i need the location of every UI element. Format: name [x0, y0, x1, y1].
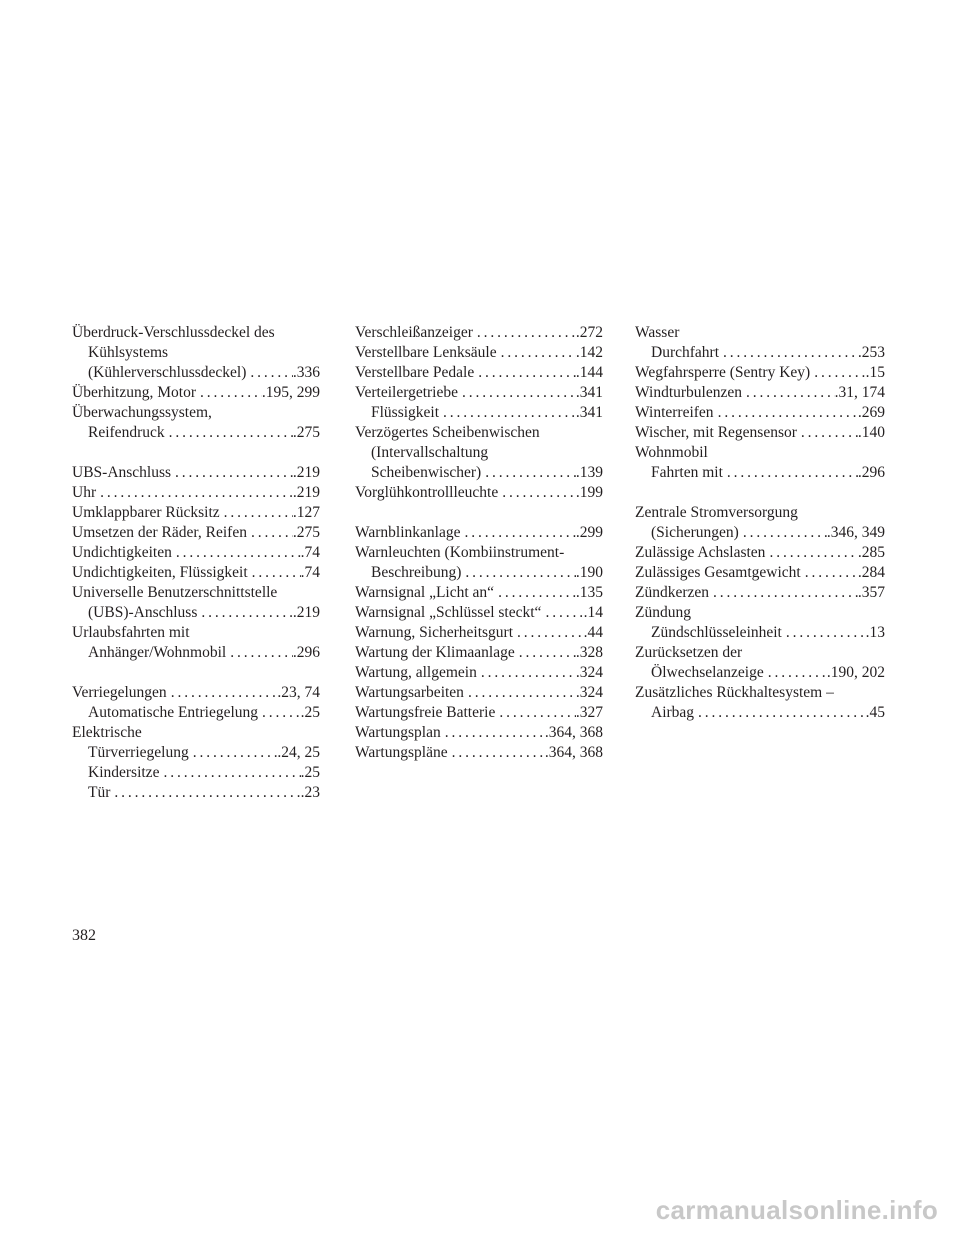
page-reference: .364, 368 — [544, 724, 603, 741]
page-reference: .190 — [575, 564, 603, 581]
page-reference: .25 — [300, 764, 320, 781]
dot-leader — [474, 363, 576, 383]
entry-term: Scheibenwischer) — [371, 464, 482, 481]
page-reference: .357 — [857, 584, 885, 601]
entry-text-line: Kühlsystems — [88, 344, 169, 361]
index-entry — [355, 643, 603, 663]
page-reference: .13 — [865, 624, 885, 641]
entry-term: Umsetzen der Räder, Reifen — [72, 524, 247, 541]
page-reference: .219 — [292, 604, 320, 621]
page-reference: .275 — [292, 424, 320, 441]
entry-term: Undichtigkeiten — [72, 544, 172, 561]
index-entry — [635, 563, 885, 583]
index-entry — [635, 683, 885, 723]
entry-term: Überhitzung, Motor — [72, 384, 196, 401]
entry-leader-line — [635, 703, 885, 723]
entry-term: Kindersitze — [88, 764, 160, 781]
index-entry — [72, 583, 320, 623]
dot-leader — [439, 403, 576, 423]
index-entry — [355, 543, 603, 583]
entry-term: (UBS)-Anschluss — [88, 604, 198, 621]
index-entry — [355, 383, 603, 403]
page-reference: .275 — [292, 524, 320, 541]
entry-leader-line — [72, 683, 320, 703]
dot-leader — [165, 423, 293, 443]
dot-leader — [797, 423, 858, 443]
dot-leader — [448, 743, 545, 763]
page-reference: .15 — [865, 364, 885, 381]
dot-leader — [495, 703, 576, 723]
entry-leader-line — [72, 383, 320, 403]
dot-leader — [765, 543, 857, 563]
page-reference: .74 — [300, 564, 320, 581]
page-reference: .144 — [575, 364, 603, 381]
index-entry — [635, 423, 885, 443]
entry-leader-line — [355, 343, 603, 363]
entry-term: Wartung der Klimaanlage — [355, 644, 515, 661]
dot-leader — [197, 603, 293, 623]
entry-text-line: Zentrale Stromversorgung — [635, 504, 798, 521]
index-subentry — [72, 723, 320, 763]
index-entry — [72, 683, 320, 703]
index-column-2 — [355, 323, 603, 763]
entry-leader-line — [355, 663, 603, 683]
letter-group-spacer — [72, 443, 320, 463]
index-entry — [72, 543, 320, 563]
page-reference: .23, 74 — [277, 684, 320, 701]
page-reference: .14 — [583, 604, 603, 621]
dot-leader — [196, 383, 262, 403]
index-subentry — [72, 703, 320, 723]
entry-leader-line — [72, 763, 320, 783]
entry-term: Verschleißanzeiger — [355, 324, 473, 341]
entry-term: Vorglühkontrollleuchte — [355, 484, 499, 501]
dot-leader — [159, 763, 300, 783]
entry-leader-line — [355, 483, 603, 503]
page-reference: .272 — [575, 324, 603, 341]
entry-leader-line — [635, 463, 885, 483]
index-entry — [72, 483, 320, 503]
entry-term: (Kühlerverschlussdeckel) — [88, 364, 247, 381]
entry-text-line: Zündung — [635, 604, 691, 621]
page-reference: .341 — [575, 384, 603, 401]
entry-leader-line — [355, 523, 603, 543]
entry-leader-line — [355, 563, 603, 583]
index-entry — [355, 583, 603, 603]
index-entry — [355, 323, 603, 343]
dot-leader — [220, 503, 293, 523]
entry-term: Durchfahrt — [651, 344, 719, 361]
dot-leader — [172, 543, 301, 563]
entry-term: Flüssigkeit — [371, 404, 440, 421]
dot-leader — [167, 683, 278, 703]
entry-leader-line — [72, 563, 320, 583]
page-reference: .140 — [857, 424, 885, 441]
dot-leader — [694, 703, 866, 723]
page-number: 382 — [72, 927, 96, 944]
entry-leader-line — [635, 583, 885, 603]
entry-leader-line — [635, 543, 885, 563]
index-entry — [72, 503, 320, 523]
letter-group-spacer — [635, 483, 885, 503]
entry-term: Undichtigkeiten, Flüssigkeit — [72, 564, 248, 581]
entry-text-line: (Intervallschaltung — [371, 444, 489, 461]
page-reference: .284 — [857, 564, 885, 581]
index-entry — [355, 363, 603, 383]
index-entry — [72, 463, 320, 483]
page-reference: .135 — [575, 584, 603, 601]
dot-leader — [461, 523, 576, 543]
index-entry — [355, 703, 603, 723]
index-entry — [635, 323, 885, 363]
page-reference: .219 — [292, 464, 320, 481]
entry-term: Wartungsfreie Batterie — [355, 704, 496, 721]
entry-term: Uhr — [72, 484, 97, 501]
entry-text-line: Zusätzliches Rückhaltesystem – — [635, 684, 834, 701]
entry-term: Ölwechselanzeige — [651, 664, 764, 681]
index-entry — [72, 323, 320, 383]
page-reference: .285 — [857, 544, 885, 561]
index-subentry — [72, 763, 320, 783]
entry-term: Zulässige Achslasten — [635, 544, 766, 561]
entry-term: Wartungsarbeiten — [355, 684, 464, 701]
letter-group-spacer — [355, 503, 603, 523]
entry-leader-line — [72, 703, 320, 723]
index-entry — [72, 523, 320, 543]
entry-leader-line — [355, 643, 603, 663]
dot-leader — [189, 743, 278, 763]
entry-leader-line — [355, 683, 603, 703]
page-reference: .199 — [575, 484, 603, 501]
page-reference: .328 — [575, 644, 603, 661]
letter-group-spacer — [72, 663, 320, 683]
dot-leader — [246, 363, 292, 383]
index-entry — [635, 443, 885, 483]
index-entry — [635, 363, 885, 383]
page-reference: .341 — [575, 404, 603, 421]
index-entry — [355, 723, 603, 743]
page-reference: .195, 299 — [261, 384, 320, 401]
entry-text-line: Wasser — [635, 324, 680, 341]
index-entry — [635, 503, 885, 543]
dot-leader — [247, 523, 293, 543]
page-reference: .44 — [583, 624, 603, 641]
entry-leader-line — [72, 423, 320, 443]
page-reference: .324 — [575, 664, 603, 681]
index-entry — [355, 683, 603, 703]
page-reference: .127 — [292, 504, 320, 521]
entry-term: Wartung, allgemein — [355, 664, 477, 681]
entry-leader-line — [635, 403, 885, 423]
dot-leader — [742, 383, 835, 403]
index-column-1 — [72, 323, 320, 803]
page-reference: .336 — [292, 364, 320, 381]
entry-term: Zulässiges Gesamtgewicht — [635, 564, 801, 581]
dot-leader — [541, 603, 583, 623]
page-reference: .253 — [857, 344, 885, 361]
entry-leader-line — [72, 603, 320, 623]
entry-term: Automatische Entriegelung — [88, 704, 259, 721]
index-entry — [355, 623, 603, 643]
entry-term: Zündschlüsseleinheit — [651, 624, 782, 641]
dot-leader — [481, 463, 576, 483]
index-entry — [635, 643, 885, 683]
entry-term: Verstellbare Lenksäule — [355, 344, 497, 361]
entry-term: Wartungsplan — [355, 724, 441, 741]
entry-text-line: Urlaubsfahrten mit — [72, 624, 190, 641]
entry-leader-line — [72, 483, 320, 503]
page-reference: .190, 202 — [826, 664, 885, 681]
dot-leader — [494, 583, 576, 603]
index-entry — [72, 563, 320, 583]
page-reference: .139 — [575, 464, 603, 481]
entry-term: Fahrten mit — [651, 464, 723, 481]
page-reference: .296 — [292, 644, 320, 661]
entry-term: Verstellbare Pedale — [355, 364, 475, 381]
entry-term: Zündkerzen — [635, 584, 710, 601]
dot-leader — [458, 383, 576, 403]
dot-leader — [171, 463, 293, 483]
dot-leader — [764, 663, 827, 683]
entry-text-line: Überwachungssystem, — [72, 404, 212, 421]
entry-text-line: Zurücksetzen der — [635, 644, 743, 661]
entry-term: Wischer, mit Regensensor — [635, 424, 797, 441]
page-reference: .324 — [575, 684, 603, 701]
entry-leader-line — [72, 463, 320, 483]
entry-term: Anhänger/Wohnmobil — [88, 644, 227, 661]
dot-leader — [226, 643, 293, 663]
entry-leader-line — [72, 363, 320, 383]
index-entry — [72, 383, 320, 403]
entry-term: Winterreifen — [635, 404, 714, 421]
dot-leader — [441, 723, 545, 743]
index-entry — [355, 343, 603, 363]
page-reference: .296 — [857, 464, 885, 481]
entry-leader-line — [635, 623, 885, 643]
entry-leader-line — [635, 523, 885, 543]
entry-term: Verteilergetriebe — [355, 384, 458, 401]
entry-leader-line — [355, 583, 603, 603]
entry-text-line: Elektrische — [72, 724, 142, 741]
entry-term: Wegfahrsperre (Sentry Key) — [635, 364, 811, 381]
index-subentry — [355, 403, 603, 423]
entry-text-line: Verzögertes Scheibenwischen — [355, 424, 540, 441]
entry-leader-line — [72, 783, 320, 803]
dot-leader — [473, 323, 576, 343]
entry-text-line: Wohnmobil — [635, 444, 708, 461]
page-reference: .269 — [857, 404, 885, 421]
index-subentry — [72, 783, 320, 803]
entry-term: Airbag — [651, 704, 695, 721]
index-entry — [355, 523, 603, 543]
index-entry — [355, 663, 603, 683]
index-entry — [355, 603, 603, 623]
entry-term: Tür — [88, 784, 111, 801]
index-entry — [72, 403, 320, 443]
entry-leader-line — [72, 523, 320, 543]
entry-term: UBS-Anschluss — [72, 464, 172, 481]
entry-leader-line — [635, 563, 885, 583]
entry-leader-line — [355, 463, 603, 483]
entry-term: Windturbulenzen — [635, 384, 742, 401]
entry-leader-line — [355, 383, 603, 403]
entry-term: Warnblinkanlage — [355, 524, 461, 541]
page-reference: .45 — [865, 704, 885, 721]
index-entry — [635, 543, 885, 563]
dot-leader — [810, 363, 865, 383]
entry-term: Wartungspläne — [355, 744, 448, 761]
dot-leader — [513, 623, 584, 643]
entry-term: Warnsignal „Schlüssel steckt“ — [355, 604, 542, 621]
page-reference: .25 — [300, 704, 320, 721]
dot-leader — [723, 463, 858, 483]
entry-leader-line — [635, 383, 885, 403]
dot-leader — [498, 483, 576, 503]
dot-leader — [719, 343, 858, 363]
page-reference: .142 — [575, 344, 603, 361]
entry-term: Umklappbarer Rücksitz — [72, 504, 220, 521]
page-reference: .327 — [575, 704, 603, 721]
dot-leader — [709, 583, 858, 603]
dot-leader — [96, 483, 293, 503]
dot-leader — [477, 663, 576, 683]
entry-leader-line — [355, 363, 603, 383]
entry-leader-line — [635, 363, 885, 383]
page-reference: .346, 349 — [826, 524, 885, 541]
index-entry — [355, 423, 603, 483]
index-entry — [355, 483, 603, 503]
dot-leader — [461, 563, 575, 583]
index-entry — [635, 403, 885, 423]
page-reference: .31, 174 — [834, 384, 885, 401]
entry-term: Warnsignal „Licht an“ — [355, 584, 495, 601]
entry-leader-line — [355, 623, 603, 643]
index-column-3 — [635, 323, 885, 723]
entry-leader-line — [355, 403, 603, 423]
dot-leader — [515, 643, 576, 663]
entry-leader-line — [72, 643, 320, 663]
index-entry — [355, 743, 603, 763]
dot-leader — [110, 783, 300, 803]
entry-leader-line — [635, 663, 885, 683]
index-entry — [635, 583, 885, 603]
page-reference: .74 — [300, 544, 320, 561]
entry-text-line: Universelle Benutzerschnittstelle — [72, 584, 278, 601]
entry-term: (Sicherungen) — [651, 524, 739, 541]
entry-text-line: Überdruck-Verschlussdeckel des — [72, 324, 275, 341]
entry-leader-line — [635, 343, 885, 363]
entry-term: Türverriegelung — [88, 744, 189, 761]
entry-leader-line — [355, 723, 603, 743]
dot-leader — [782, 623, 866, 643]
index-entry — [635, 383, 885, 403]
page-reference: .24, 25 — [277, 744, 320, 761]
page-reference: .219 — [292, 484, 320, 501]
page-reference: .23 — [300, 784, 320, 801]
entry-term: Reifendruck — [88, 424, 165, 441]
page-reference: .364, 368 — [544, 744, 603, 761]
entry-leader-line — [72, 503, 320, 523]
watermark: carmanualsonline.info — [655, 1195, 938, 1225]
entry-term: Beschreibung) — [371, 564, 462, 581]
entry-text-line: Warnleuchten (Kombiinstrument- — [355, 544, 565, 561]
entry-leader-line — [72, 743, 320, 763]
dot-leader — [739, 523, 827, 543]
entry-leader-line — [355, 323, 603, 343]
entry-term: Verriegelungen — [72, 684, 167, 701]
entry-term: Warnung, Sicherheitsgurt — [355, 624, 514, 641]
dot-leader — [801, 563, 858, 583]
dot-leader — [497, 343, 576, 363]
entry-leader-line — [355, 603, 603, 623]
page-reference: .299 — [575, 524, 603, 541]
entry-leader-line — [355, 743, 603, 763]
index-entry — [635, 603, 885, 643]
dot-leader — [248, 563, 301, 583]
dot-leader — [464, 683, 576, 703]
dot-leader — [714, 403, 858, 423]
entry-leader-line — [355, 703, 603, 723]
dot-leader — [258, 703, 301, 723]
entry-leader-line — [635, 423, 885, 443]
index-entry — [72, 623, 320, 663]
entry-leader-line — [72, 543, 320, 563]
